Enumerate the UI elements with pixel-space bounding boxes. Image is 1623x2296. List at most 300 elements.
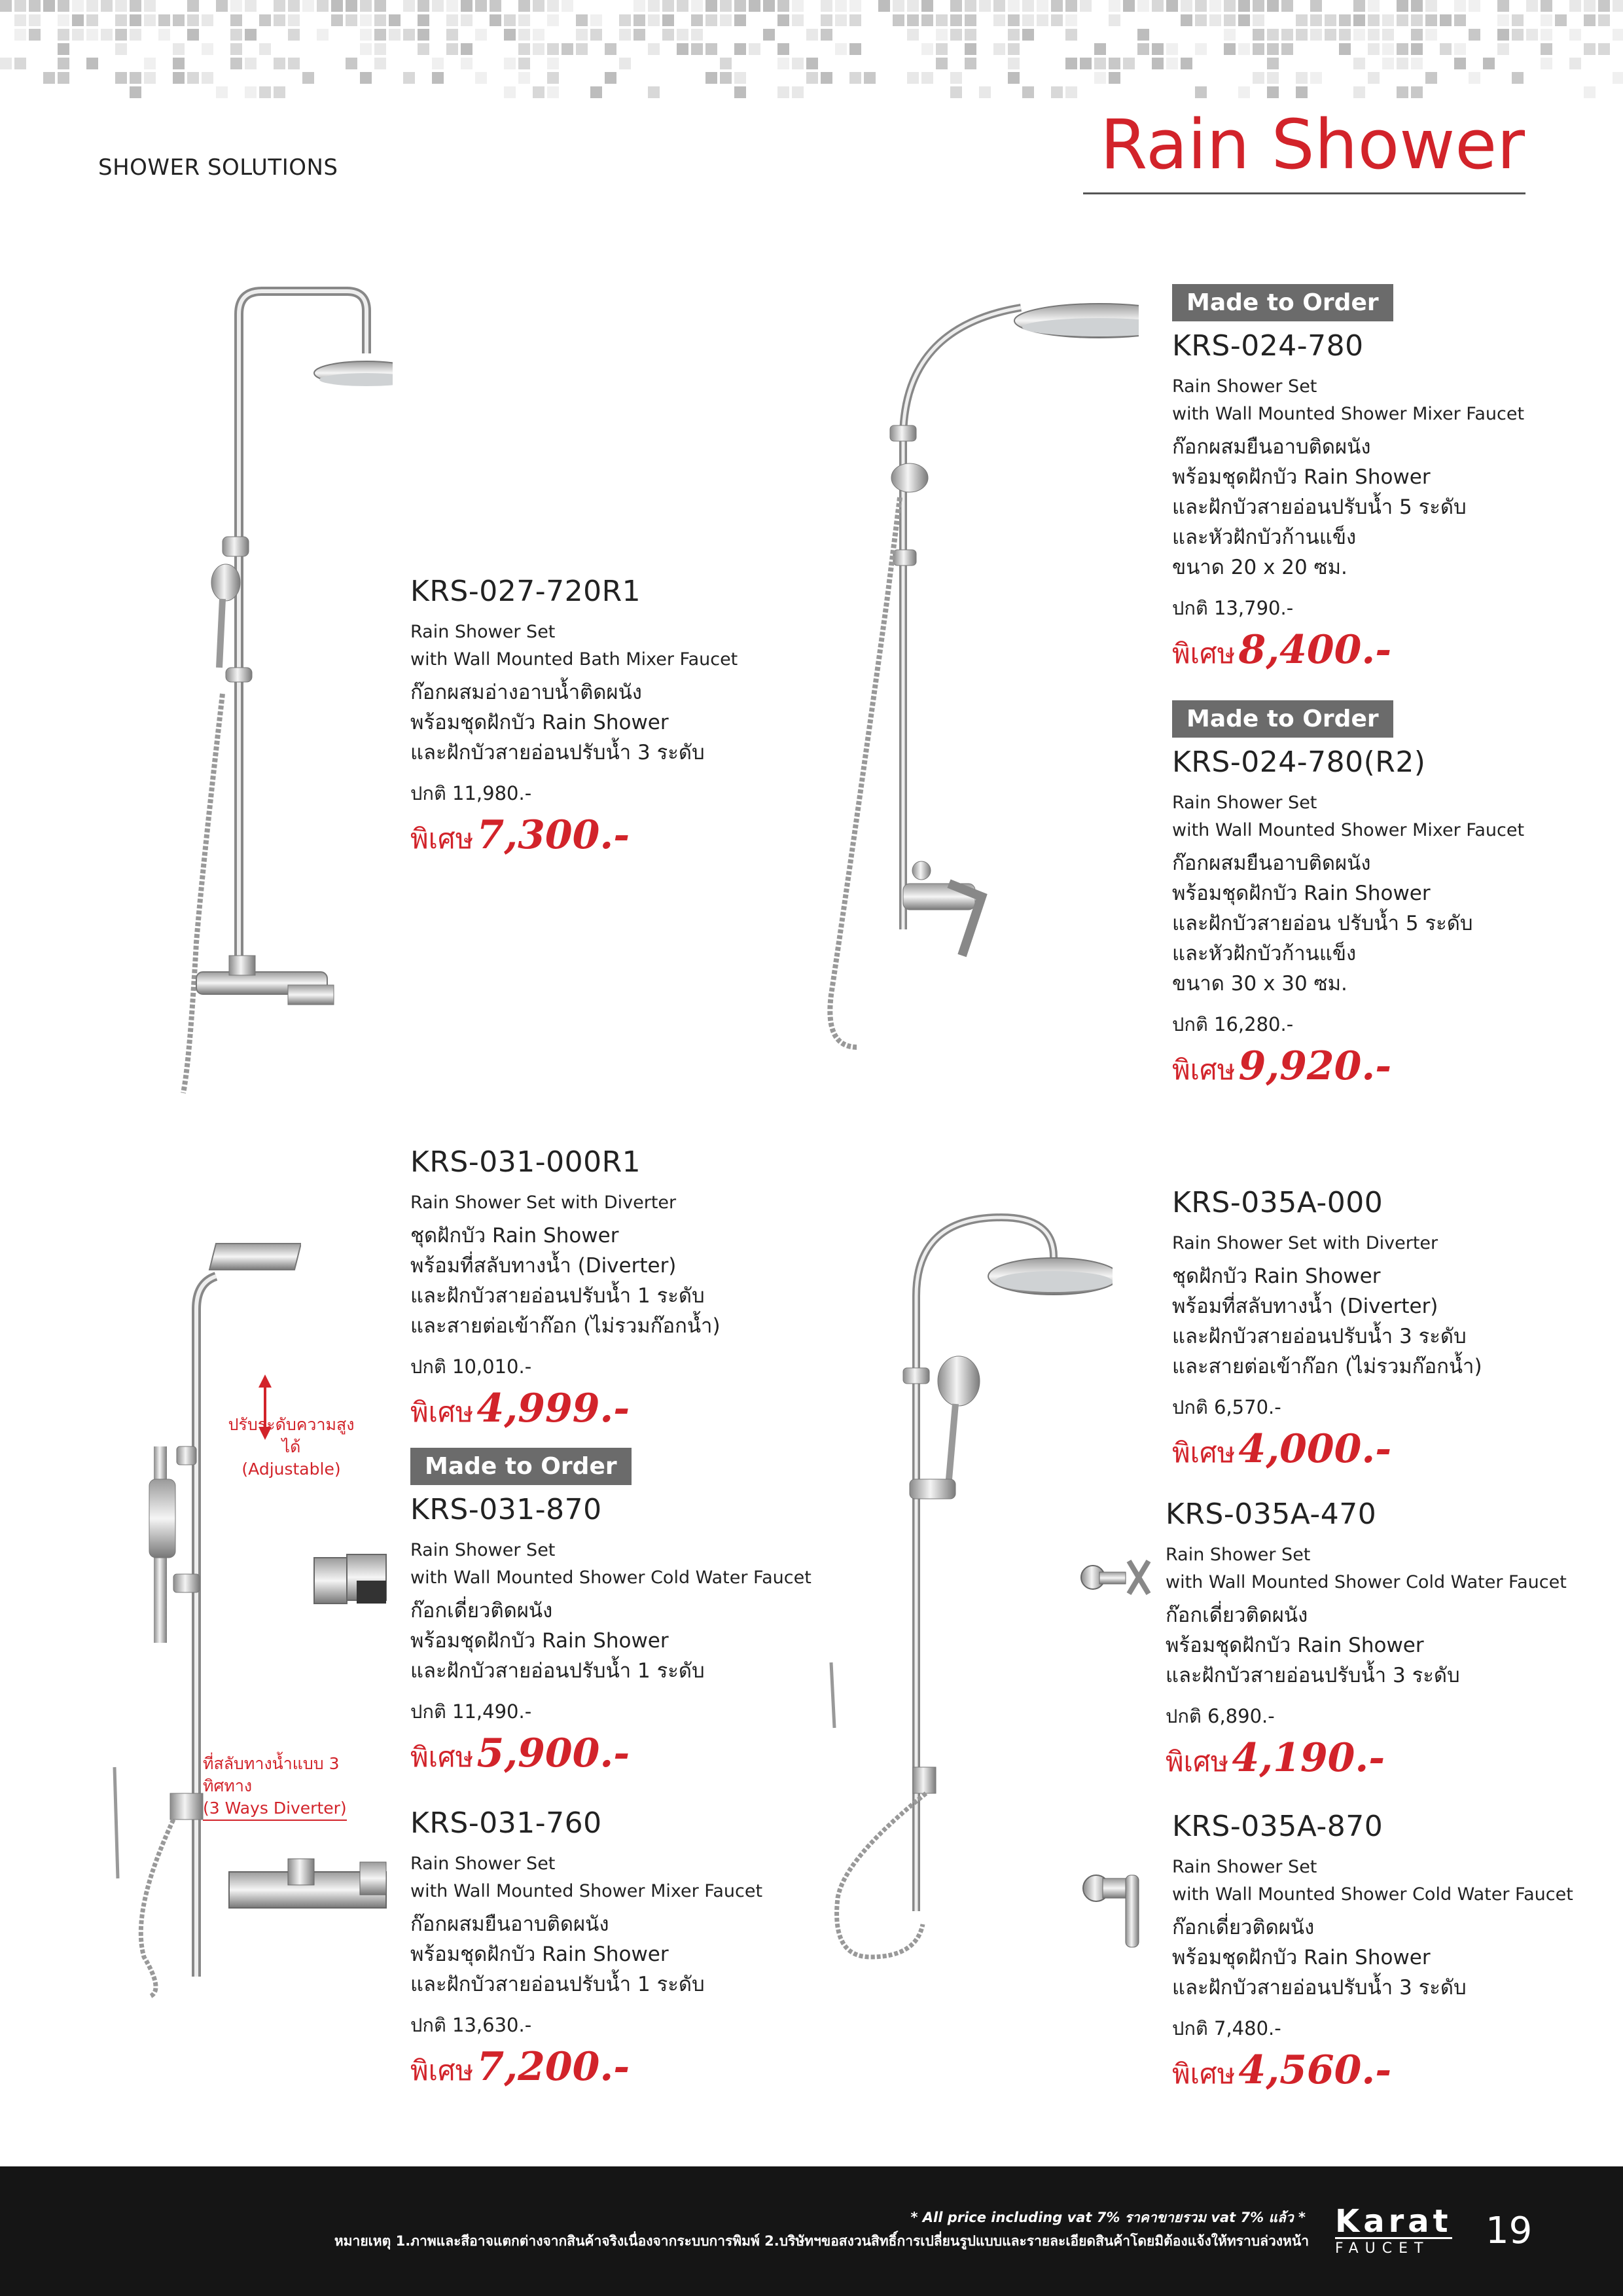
mosaic-tile [1598,0,1610,12]
mosaic-tile [705,43,717,55]
mosaic-tile [1368,29,1380,41]
mosaic-tile [1008,29,1020,41]
special-price-line [1172,1043,1524,1092]
mosaic-tile [907,72,919,84]
mosaic-tile [864,72,876,84]
product-code: KRS-024-780(R2) [1172,745,1426,779]
mosaic-tile [633,14,645,26]
mosaic-tile [1483,58,1495,69]
mosaic-tile [648,86,660,98]
mosaic-tile [777,0,789,12]
mosaic-tile [187,0,199,12]
mosaic-tile [1526,29,1538,41]
made-to-order-badge: Made to Order [410,1448,632,1485]
description-th-line: และสายต่อเข้าก๊อก (ไม่รวมก๊อกน้ำ) [410,1314,721,1338]
mosaic-tile [821,29,832,41]
mosaic-tile [202,14,213,26]
description-th-line: และหัวฝักบัวก้านแข็ง [1172,942,1357,965]
description-th-line: และฝักบัวสายอ่อนปรับน้ำ 1 ระดับ [410,1973,705,1996]
product-krs-035a-000 [1172,1186,1482,1475]
product-code: KRS-031-870 [410,1493,602,1526]
special-price-value: 9,920.- [1238,1043,1392,1089]
mosaic-tile [648,14,660,26]
mosaic-tile [1469,72,1480,84]
special-price-label: พิเศษ [410,2054,474,2087]
description-th-line: พร้อมชุดฝักบัว Rain Shower [410,711,669,734]
mosaic-tile [86,58,98,69]
mosaic-tile [346,58,357,69]
mosaic-tile [1339,43,1351,55]
description-th-line: พร้อมชุดฝักบัว Rain Shower [1172,882,1431,905]
mosaic-tile [72,14,84,26]
mosaic-tile [806,72,818,84]
mosaic-tile [936,29,948,41]
mosaic-tile [1224,29,1236,41]
mosaic-tile [1137,29,1149,41]
mosaic-tile [173,14,185,26]
footer-remark: หมายเหตุ 1.ภาพและสีอาจแตกต่างจากสินค้าจริงเนื่องจากระบบการพิมพ์ 2.บริษัทฯขอสงวนสิทธิ์การเปลี่ยนรูปแบบและรายละเอียดสินค้าโดยมิต้องแจ้งให้ทราบล่วงหน้า [334,2233,1309,2249]
mosaic-tile [0,58,12,69]
mosaic-tile [1051,14,1063,26]
mosaic-tile [547,0,559,12]
special-price-line [410,1386,721,1434]
mosaic-tile [763,29,775,41]
mosaic-tile [1310,0,1322,12]
mosaic-tile [734,0,746,12]
mosaic-tile [1310,29,1322,41]
mosaic-tile [1310,72,1322,84]
product-krs-035a-470 [1166,1498,1567,1784]
mosaic-tile [58,0,69,12]
regular-price: ปกติ 11,980.- [410,782,532,804]
product-description-en [410,619,738,673]
mosaic-tile [29,0,41,12]
special-price-line [1172,2047,1573,2096]
mosaic-tile [806,58,818,69]
mosaic-tile [259,43,271,55]
mosaic-tile [993,0,1005,12]
mosaic-tile [288,58,300,69]
mosaic-tile [86,29,98,41]
mosaic-tile [504,58,516,69]
mosaic-tile [259,86,271,98]
mosaic-tile [1613,72,1623,84]
description-th-line: ชุดฝักบัว Rain Shower [410,1224,619,1247]
mosaic-tile [633,0,645,12]
special-price-value: 4,999.- [476,1386,630,1431]
mosaic-tile [849,72,861,84]
mosaic-tile [749,0,760,12]
regular-price: ปกติ 13,630.- [410,2014,532,2036]
description-th-line: และฝักบัวสายอ่อนปรับน้ำ 3 ระดับ [1172,1976,1467,2000]
mosaic-tile [1152,58,1164,69]
description-th-line: ก๊อกเดี่ยวติดผนัง [410,1599,553,1623]
mosaic-tile [1411,86,1423,98]
description-th-line: พร้อมชุดฝักบัว Rain Shower [1166,1634,1424,1657]
mosaic-tile [720,72,732,84]
mosaic-tile [374,58,386,69]
mosaic-tile [662,29,674,41]
regular-price: ปกติ 10,010.- [410,1355,532,1378]
mosaic-tile [576,29,588,41]
mosaic-tile [1253,43,1264,55]
mosaic-tile [1382,14,1394,26]
mosaic-tile [547,86,559,98]
mosaic-tile [835,0,847,12]
mosaic-tile [907,29,919,41]
mosaic-tile [202,43,213,55]
product-description-th [1166,1600,1567,1691]
mosaic-tile [705,0,717,12]
annotation-adjustable-en: (Adjustable) [241,1460,341,1479]
mosaic-tile [101,0,113,12]
mosaic-tile [1368,0,1380,12]
mosaic-tile [821,14,832,26]
mosaic-tile [274,58,285,69]
mosaic-tile [1296,86,1308,98]
mosaic-tile [403,0,415,12]
special-price-value: 4,560.- [1238,2047,1392,2093]
mosaic-tile [230,43,242,55]
mosaic-tile [777,43,789,55]
description-th-line: พร้อมชุดฝักบัว Rain Shower [410,1943,669,1966]
mosaic-tile [1166,0,1178,12]
mosaic-tile [230,14,242,26]
product-description-th [1172,848,1524,999]
mosaic-tile [317,0,329,12]
mosaic-tile [518,58,530,69]
mosaic-tile [1310,14,1322,26]
special-price-label: พิเศษ [1166,1746,1229,1778]
product-code: KRS-031-000R1 [410,1145,641,1179]
mosaic-tile [662,14,674,26]
mosaic-tile [950,72,962,84]
description-th-line: และฝักบัวสายอ่อนปรับน้ำ 3 ระดับ [1166,1664,1460,1687]
product-description-en [410,1537,812,1592]
product-description-th [410,677,738,768]
mosaic-tile [1397,58,1408,69]
special-price-value: 7,200.- [476,2044,630,2090]
mosaic-tile [1425,72,1437,84]
description-en-line: with Wall Mounted Shower Cold Water Faucet [1166,1572,1567,1592]
mosaic-tile [144,72,156,84]
mosaic-tile [72,0,84,12]
mosaic-tile [648,43,660,55]
mosaic-tile [533,43,544,55]
mosaic-tile [1397,86,1408,98]
special-price-label: พิเศษ [1172,2058,1236,2090]
mosaic-tile [1008,72,1020,84]
mosaic-tile [130,14,141,26]
product-description-en [1172,789,1524,844]
mosaic-tile [965,29,976,41]
mosaic-tile [1541,43,1552,55]
mosaic-tile [950,0,962,12]
brand-logo [1335,2203,1452,2257]
mosaic-tile [777,58,789,69]
mosaic-tile [1008,0,1020,12]
mosaic-tile [1037,14,1048,26]
mosaic-tile [965,58,976,69]
product-description-en [410,1189,721,1217]
mosaic-tile [1065,29,1077,41]
mosaic-tile [130,0,141,12]
mosaic-tile [331,14,343,26]
mosaic-tile [720,14,732,26]
mosaic-tile [547,72,559,84]
title-divider [1083,192,1525,194]
mosaic-tile [1512,29,1524,41]
mosaic-tile [1051,86,1063,98]
description-en-line: with Wall Mounted Shower Mixer Faucet [1172,820,1525,840]
description-th-line: พร้อมชุดฝักบัว Rain Shower [1172,1946,1431,1969]
mosaic-tile [1022,86,1034,98]
mosaic-tile [677,29,688,41]
mosaic-tile [1584,43,1596,55]
product-description-th [1172,1261,1482,1382]
mosaic-tile [691,14,703,26]
mosaic-tile [504,86,516,98]
mosaic-tile [58,72,69,84]
mosaic-tile [1411,14,1423,26]
mosaic-tile [1469,0,1480,12]
description-th-line: พร้อมชุดฝักบัว Rain Shower [410,1629,669,1653]
description-th-line: และสายต่อเข้าก๊อก (ไม่รวมก๊อกน้ำ) [1172,1355,1482,1378]
mosaic-tile [274,14,285,26]
mosaic-tile [518,14,530,26]
description-th-line: และฝักบัวสายอ่อนปรับน้ำ 1 ระดับ [410,1659,705,1683]
description-th-line: ก๊อกผสมยืนอาบติดผนัง [1172,852,1371,875]
description-en-line: Rain Shower Set [1172,793,1317,813]
mosaic-tile [245,58,257,69]
mosaic-tile [849,14,861,26]
mosaic-tile [720,0,732,12]
mosaic-tile [950,86,962,98]
mosaic-tile [130,86,141,98]
mosaic-tile [446,43,458,55]
description-th-line: ก๊อกผสมยืนอาบติดผนัง [1172,435,1371,459]
mosaic-tile [1238,0,1250,12]
mosaic-tile [979,86,991,98]
mosaic-tile [1368,14,1380,26]
mosaic-tile [965,0,976,12]
product-krs-031-000r1 [410,1145,721,1434]
mosaic-tile [533,29,544,41]
mosaic-tile [389,29,401,41]
mosaic-tile [1368,43,1380,55]
mosaic-tile [115,72,127,84]
mosaic-tile [14,14,26,26]
mosaic-tile [1094,72,1106,84]
mosaic-tile [1613,0,1623,12]
mosaic-tile [274,0,285,12]
mosaic-tile [1267,43,1279,55]
mosaic-tile [1267,0,1279,12]
mosaic-tile [14,58,26,69]
mosaic-tile [1296,14,1308,26]
description-th-line: ขนาด 30 x 30 ซม. [1172,972,1347,996]
special-price-label: พิเศษ [1172,637,1236,670]
section-label: SHOWER SOLUTIONS [98,154,338,181]
mosaic-tile [432,0,444,12]
mosaic-tile [1584,14,1596,26]
description-th-line: ก๊อกเดี่ยวติดผนัง [1166,1604,1308,1627]
mosaic-tile [1267,58,1279,69]
mosaic-tile [1152,0,1164,12]
mosaic-tile [475,0,487,12]
special-price-line [410,812,738,861]
mosaic-tile [1008,43,1020,55]
mosaic-tile [288,14,300,26]
mosaic-tile [562,0,573,12]
mosaic-tile [216,86,228,98]
mosaic-tile [187,29,199,41]
mosaic-tile [849,0,861,12]
product-krs-031-760 [410,1806,762,2092]
mosaic-tile [993,14,1005,26]
mosaic-tile [1022,29,1034,41]
description-en-line: with Wall Mounted Bath Mixer Faucet [410,649,738,670]
header-mosaic-decoration [0,0,1623,98]
mosaic-tile [518,0,530,12]
description-en-line: with Wall Mounted Shower Cold Water Faucet [410,1568,812,1588]
mosaic-tile [705,14,717,26]
mosaic-tile [677,43,688,55]
description-en-line: Rain Shower Set [1166,1545,1311,1565]
mosaic-tile [1425,29,1437,41]
description-th-line: และหัวฝักบัวก้านแข็ง [1172,526,1357,549]
regular-price: ปกติ 6,890.- [1166,1705,1275,1727]
product-krs-027-720r1 [410,575,738,861]
mosaic-tile [1339,29,1351,41]
mosaic-tile [245,0,257,12]
description-th-line: ก๊อกผสมอ่างอาบน้ำติดผนัง [410,681,642,704]
mosaic-tile [1267,29,1279,41]
mosaic-tile [1541,29,1552,41]
mosaic-tile [547,43,559,55]
mosaic-tile [921,43,933,55]
special-price-label: พิเศษ [1172,1054,1236,1086]
mosaic-tile [144,58,156,69]
mosaic-tile [691,0,703,12]
mosaic-tile [1512,72,1524,84]
mosaic-tile [173,72,185,84]
mosaic-tile [1281,0,1293,12]
mosaic-tile [633,29,645,41]
mosaic-tile [1181,58,1192,69]
mosaic-tile [1296,72,1308,84]
mosaic-tile [1094,58,1106,69]
mosaic-tile [274,86,285,98]
mosaic-tile [1526,0,1538,12]
mosaic-tile [259,14,271,26]
mosaic-tile [547,58,559,69]
mosaic-tile [1497,43,1509,55]
mosaic-tile [1109,0,1120,12]
mosaic-tile [173,58,185,69]
mosaic-tile [648,0,660,12]
mosaic-tile [1238,86,1250,98]
product-image-krs-024-780 [812,275,1139,1060]
mosaic-tile [1094,43,1106,55]
mosaic-tile [605,43,616,55]
mosaic-tile [115,43,127,55]
mosaic-tile [1109,72,1120,84]
mosaic-tile [821,72,832,84]
mosaic-tile [288,29,300,41]
mosaic-tile [965,43,976,55]
special-price-value: 4,000.- [1238,1426,1392,1472]
mosaic-tile [1181,14,1192,26]
product-krs-035a-870 [1172,1810,1573,2096]
special-price-line [1172,627,1524,675]
product-description-en [1166,1541,1567,1596]
mosaic-tile [0,0,12,12]
mosaic-tile [1325,29,1336,41]
mosaic-tile [504,29,516,41]
mosaic-tile [979,0,991,12]
mosaic-tile [14,29,26,41]
mosaic-tile [749,43,760,55]
mosaic-tile [144,0,156,12]
mosaic-tile [1281,43,1293,55]
mosaic-tile [418,0,429,12]
mosaic-tile [1368,72,1380,84]
mosaic-tile [1325,14,1336,26]
mosaic-tile [504,14,516,26]
mosaic-tile [346,14,357,26]
special-price-line [1166,1735,1567,1784]
mosaic-tile [893,14,904,26]
special-price-value: 8,400.- [1238,627,1392,673]
description-en-line: Rain Shower Set with Diverter [410,1193,677,1213]
description-en-line: Rain Shower Set [1172,1857,1317,1877]
product-krs-031-870 [410,1448,812,1779]
mosaic-tile [331,0,343,12]
special-price-value: 5,900.- [476,1731,630,1776]
mosaic-tile [1541,0,1552,12]
product-code: KRS-024-780 [1172,329,1364,363]
mosaic-tile [461,14,473,26]
mosaic-tile [374,43,386,55]
description-th-line: ก๊อกเดี่ยวติดผนัง [1172,1916,1315,1939]
mosaic-tile [1008,14,1020,26]
mosaic-tile [1411,29,1423,41]
mosaic-tile [1195,43,1207,55]
description-th-line: พร้อมที่สลับทางน้ำ (Diverter) [1172,1295,1438,1318]
mosaic-tile [58,29,69,41]
regular-price: ปกติ 11,490.- [410,1700,532,1723]
mosaic-tile [1598,14,1610,26]
description-th-line: ชุดฝักบัว Rain Shower [1172,1265,1381,1288]
mosaic-tile [1339,14,1351,26]
mosaic-tile [1425,0,1437,12]
mosaic-tile [1584,0,1596,12]
footer-vat-note: * All price including vat 7% ราคาขายรวม vat 7% แล้ว * [910,2210,1306,2225]
mosaic-tile [43,0,55,12]
mosaic-tile [115,14,127,26]
mosaic-tile [1497,14,1509,26]
mosaic-tile [101,29,113,41]
mosaic-tile [1224,0,1236,12]
mosaic-tile [691,29,703,41]
description-th-line: พร้อมที่สลับทางน้ำ (Diverter) [410,1254,677,1278]
mosaic-tile [1195,14,1207,26]
page-title: Rain Shower [1100,105,1525,185]
mosaic-tile [230,0,242,12]
mosaic-tile [446,0,458,12]
mosaic-tile [1123,0,1135,12]
